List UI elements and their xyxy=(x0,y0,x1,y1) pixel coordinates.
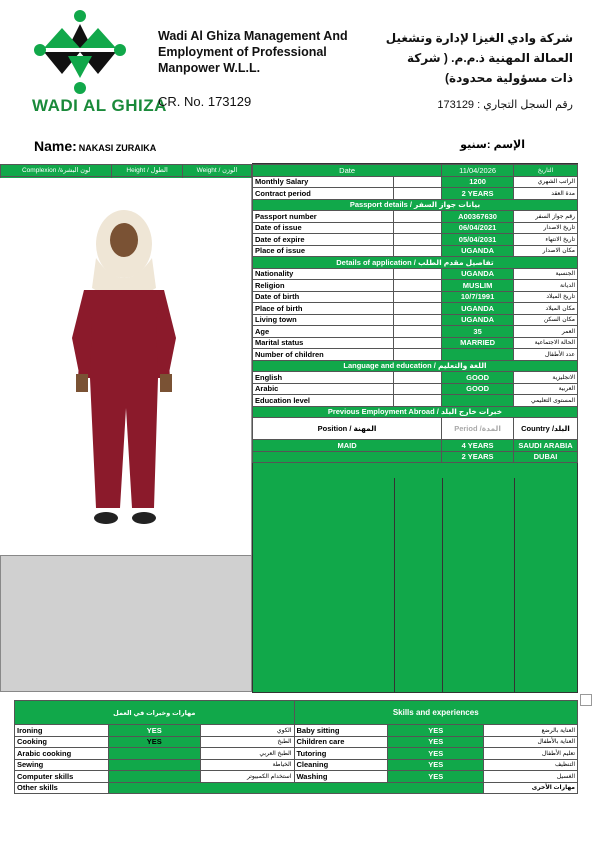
contract-period-value: 2 YEARS xyxy=(442,188,514,200)
religion-label: Religion xyxy=(253,280,394,292)
nationality-value: UGANDA xyxy=(442,268,514,280)
name-label-ar: الإسم :سنيو xyxy=(460,139,525,151)
name-row xyxy=(34,138,156,154)
period-column-header: Period /المدة xyxy=(442,418,514,440)
other-skills-label-ar: مهارات الأخرى xyxy=(484,782,578,794)
brand-name: WADI AL GHIZA xyxy=(32,96,167,115)
country-column-header: Country /البلد xyxy=(514,418,578,440)
birth-place-value: UGANDA xyxy=(442,303,514,315)
issue-date-value: 06/04/2021 xyxy=(442,222,514,234)
date-value: 11/04/2026 xyxy=(442,165,514,177)
children-care-label: Children care xyxy=(294,736,388,748)
religion-label-ar: الديانة xyxy=(514,280,578,292)
cleaning-label: Cleaning xyxy=(294,759,388,771)
arabic-label-ar: العربية xyxy=(514,383,578,395)
photo-panel xyxy=(0,178,252,555)
expire-date-label-ar: تاريخ الانتهاء xyxy=(514,234,578,246)
children-value xyxy=(442,349,514,361)
expire-date-label: Date of expire xyxy=(253,234,394,246)
salary-value: 1200 xyxy=(442,176,514,188)
sewing-label: Sewing xyxy=(15,759,109,771)
birth-date-label: Date of birth xyxy=(253,291,394,303)
washing-label-ar: الغسيل xyxy=(484,771,578,783)
sewing-label-ar: الخياطة xyxy=(200,759,294,771)
grid-line xyxy=(442,478,443,693)
education-value xyxy=(442,395,514,407)
passport-number-label-ar: رقم جواز السفر xyxy=(514,211,578,223)
living-town-label: Living town xyxy=(253,314,394,326)
birth-place-label-ar: مكان الميلاد xyxy=(514,303,578,315)
english-value: GOOD xyxy=(442,372,514,384)
height-header: Height / الطول xyxy=(112,165,182,177)
education-label: Education level xyxy=(253,395,394,407)
arabic-cooking-value xyxy=(108,748,200,760)
grid-line xyxy=(394,478,395,693)
passport-section-header: Passport details / بيانات جواز السفر xyxy=(253,199,578,211)
passport-number-label: Passport number xyxy=(253,211,394,223)
baby-sitting-value: YES xyxy=(388,725,484,737)
name-label: Name: xyxy=(34,138,77,154)
photo-placeholder xyxy=(0,555,252,692)
issue-place-value: UGANDA xyxy=(442,245,514,257)
birth-place-label: Place of birth xyxy=(253,303,394,315)
salary-label-ar: الراتب الشهري xyxy=(514,176,578,188)
children-label-ar: عدد الأطفال xyxy=(514,349,578,361)
tutoring-value: YES xyxy=(388,748,484,760)
sewing-value xyxy=(108,759,200,771)
arabic-cooking-label: Arabic cooking xyxy=(15,748,109,760)
language-section-header: Language and education / اللغة والتعليم xyxy=(253,360,578,372)
other-skills-value xyxy=(108,782,483,794)
issue-date-label-ar: تاريخ الاصدار xyxy=(514,222,578,234)
other-skills-label: Other skills xyxy=(15,782,109,794)
employment-section-header: Previous Employment Abroad / خبرات خارج البلد xyxy=(253,406,578,418)
ironing-label: Ironing xyxy=(15,725,109,737)
marital-status-value: MARRIED xyxy=(442,337,514,349)
birth-date-value: 10/7/1991 xyxy=(442,291,514,303)
resize-handle[interactable] xyxy=(580,694,592,706)
education-label-ar: المستوى التعليمي xyxy=(514,395,578,407)
contract-period-label-ar: مدة العقد xyxy=(514,188,578,200)
skills-table xyxy=(14,700,578,794)
application-section-header: Details of application / تفاصيل مقدم الطلب xyxy=(253,257,578,269)
employment-country-1: SAUDI ARABIA xyxy=(514,440,578,452)
arabic-cooking-label-ar: الطبخ العربي xyxy=(200,748,294,760)
tutoring-label: Tutoring xyxy=(294,748,388,760)
issue-place-label-ar: مكان الاصدار xyxy=(514,245,578,257)
birth-date-label-ar: تاريخ الميلاد xyxy=(514,291,578,303)
grid-line xyxy=(514,478,515,693)
cr-number-ar: رقم السجل التجاري : 173129 xyxy=(437,99,573,111)
children-care-label-ar: العناية بالأطفال xyxy=(484,736,578,748)
passport-number-value: A00367630 xyxy=(442,211,514,223)
employment-country-2: DUBAI xyxy=(514,451,578,463)
contract-period-label: Contract period xyxy=(253,188,394,200)
age-value: 35 xyxy=(442,326,514,338)
cooking-label: Cooking xyxy=(15,736,109,748)
company-name-en: Wadi Al Ghiza Management And Employment of Professional Manpower W.L.L. xyxy=(158,29,348,75)
children-care-value: YES xyxy=(388,736,484,748)
details-table xyxy=(252,164,578,463)
expire-date-value: 05/04/2031 xyxy=(442,234,514,246)
employment-period-1: 4 YEARS xyxy=(442,440,514,452)
employment-period-2: 2 YEARS xyxy=(442,451,514,463)
nationality-label-ar: الجنسية xyxy=(514,268,578,280)
cleaning-value: YES xyxy=(388,759,484,771)
baby-sitting-label-ar: العناية بالرضع xyxy=(484,725,578,737)
weight-header: Weight / الوزن xyxy=(182,165,251,177)
religion-value: MUSLIM xyxy=(442,280,514,292)
employment-position-2 xyxy=(253,451,442,463)
cooking-label-ar: الطبخ xyxy=(200,736,294,748)
cleaning-label-ar: التنظيف xyxy=(484,759,578,771)
issue-place-label: Place of issue xyxy=(253,245,394,257)
date-label-ar: التاريخ xyxy=(514,165,578,177)
english-label: English xyxy=(253,372,394,384)
salary-label: Monthly Salary xyxy=(253,176,394,188)
position-column-header: Position / المهنة xyxy=(253,418,442,440)
date-label: Date xyxy=(253,165,442,177)
age-label: Age xyxy=(253,326,394,338)
baby-sitting-label: Baby sitting xyxy=(294,725,388,737)
arabic-label: Arabic xyxy=(253,383,394,395)
skills-header-ar: مهارات وخبرات في العمل xyxy=(15,701,295,725)
computer-skills-value xyxy=(108,771,200,783)
nationality-label: Nationality xyxy=(253,268,394,280)
employment-position-1: MAID xyxy=(253,440,442,452)
computer-skills-label: Computer skills xyxy=(15,771,109,783)
ironing-value: YES xyxy=(108,725,200,737)
tutoring-label-ar: تعليم الأطفال xyxy=(484,748,578,760)
marital-status-label: Marital status xyxy=(253,337,394,349)
english-label-ar: الانجليزية xyxy=(514,372,578,384)
name-value: NAKASI ZURAIKA xyxy=(78,143,157,153)
complexion-header: Complexion /لون البشرة xyxy=(1,165,112,177)
children-label: Number of children xyxy=(253,349,394,361)
living-town-value: UGANDA xyxy=(442,314,514,326)
cooking-value: YES xyxy=(108,736,200,748)
issue-date-label: Date of issue xyxy=(253,222,394,234)
washing-label: Washing xyxy=(294,771,388,783)
company-name-ar: شركة وادي الغيزا لإدارة وتشغيل العمالة المهنية ذ.م.م. ( شركة ذات مسؤولية محدودة) xyxy=(385,31,573,85)
cr-number: CR. No. 173129 xyxy=(158,94,252,109)
skills-header-en: Skills and experiences xyxy=(294,701,578,725)
marital-status-label-ar: الحالة الاجتماعية xyxy=(514,337,578,349)
washing-value: YES xyxy=(388,771,484,783)
arabic-value: GOOD xyxy=(442,383,514,395)
applicant-photo xyxy=(0,178,252,555)
ironing-label-ar: الكوي xyxy=(200,725,294,737)
computer-skills-label-ar: استخدام الكمبيوتر xyxy=(200,771,294,783)
living-town-label-ar: مكان السكن xyxy=(514,314,578,326)
age-label-ar: العمر xyxy=(514,326,578,338)
